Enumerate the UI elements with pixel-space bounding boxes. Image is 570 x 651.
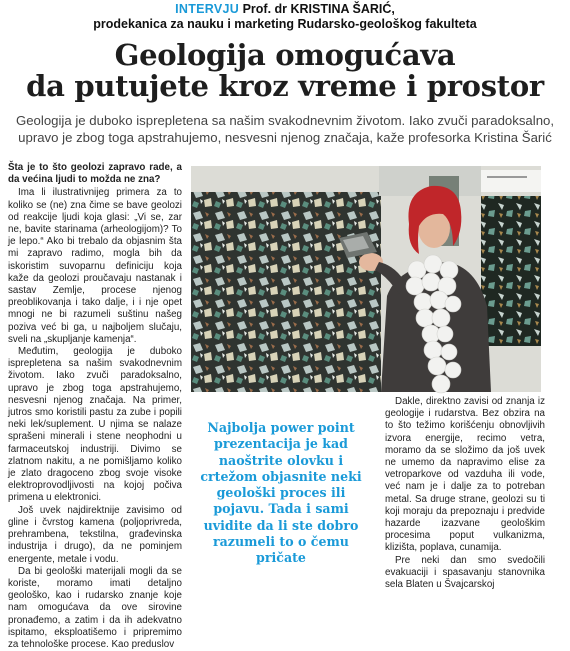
interview-photo bbox=[191, 166, 541, 392]
interviewee-name: Prof. dr KRISTINA ŠARIĆ, bbox=[242, 2, 395, 16]
article-headline bbox=[0, 40, 570, 102]
body-paragraph: Pre neki dan smo svedočili evakuaciji i spasavanju stanovnika sela Blaten u Švajcarskoj bbox=[385, 554, 545, 591]
headline-line-2: da putujete kroz vreme i prostor bbox=[26, 69, 544, 103]
headline-line-1: Geologija omogućava bbox=[114, 38, 456, 72]
answer-paragraph: Još uvek najdirektnije zavisimo od gline i čvrstog kamena (poljoprivreda, prehrambena, tekstilna, građevinska industrija i drugo), da ne pominjem energente, metale i vodu. bbox=[8, 504, 182, 565]
photo-illustration bbox=[191, 166, 541, 392]
interviewee-role: prodekanica za nauku i marketing Rudarsko-geološkog fakulteta bbox=[93, 17, 477, 31]
article-kicker bbox=[0, 2, 570, 32]
answer-paragraph: Međutim, geologija je duboko isprepletena sa našim svakodnevnim životom. Iako zvuči paradoksalno, upravo je zbog toga apstrahujemo, nesvesni njenog značaja. Na primer, jutros smo koristili pastu za zube i popili neki lek/suplement. U njima se nalaze sprašeni minerali i stene neophodni u farmaceutskoj industriji. Divimo se zlatnom nakitu, a ne pomišljamo koliko je zlato dragoceno zbog svoje visoke elektroprovodljivosti na kojoj počiva primena u elektronici. bbox=[8, 346, 182, 504]
pull-quote: Najbolja power point prezentacija je kad naoštrite olovku i crtežom objasnite neki geološki proces ili pojavu. Tada i sami uvidite da li ste dobro razumeli to o čemu pričate bbox=[200, 420, 362, 566]
article-column-right bbox=[385, 396, 545, 591]
article-column-left bbox=[8, 162, 182, 650]
lead-line-1: Geologija je duboko isprepletena sa našim svakodnevnim životom. Iako zvuči paradoksalno, bbox=[15, 113, 555, 128]
interview-question: Šta je to što geolozi zapravo rade, a da većina ljudi to možda ne zna? bbox=[8, 162, 182, 186]
lead-line-2: upravo je zbog toga apstrahujemo, nesvesni njenog značaja, kaže profesorka Kristina Šarić bbox=[18, 130, 552, 145]
answer-paragraph: Da bi geološki materijali mogli da se koriste, moramo imati detaljno geološko, kao i rudarsko znanje koje nam omogućava da ove sirovine pronađemo, a zatim i da ih adekvatno ispitamo, eksploatišemo i pripremimo za tehnološke procese. Kao preduslov bbox=[8, 565, 182, 650]
answer-paragraph: Ima li ilustrativnijeg primera za to koliko se (ne) zna čime se bave geolozi od reakcije ljudi koja glasi: „Vi se, zar ne, bavite starinama (arheologijom)? To je lepo.“ Ako bi trebalo da objasnim šta mi zapravo radimo, mogla bih da iskoristim suvoparnu definiciju koja kaže da geolozi proučavaju nastanak i sastav Zemlje, procese njenog preoblikovanja i tako dalje, i i nje opet mnogi ne bi razumeli suštinu našeg poziva već bi ga, u najboljem slučaju, sveli na „skupljanje kamenja“. bbox=[8, 187, 182, 345]
body-paragraph: Dakle, direktno zavisi od znanja iz geologije i rudarstva. Bez obzira na to što težimo korišćenju obnovljivih izvora energije, recimo vetra, moramo da se složimo da još uvek ne umemo da napravimo elise za vetroparkove od vazduha ili vode, već nam je i dalje za to potreban metal. Sa druge strane, geolozi su ti koji moraju da prepoznaju i predvide hazarde izazvane geološkim procesima poput vulkanizma, klizišta, poplava, cunamija. bbox=[385, 396, 545, 554]
article-lead bbox=[0, 112, 570, 146]
section-tag: INTERVJU bbox=[175, 2, 240, 16]
